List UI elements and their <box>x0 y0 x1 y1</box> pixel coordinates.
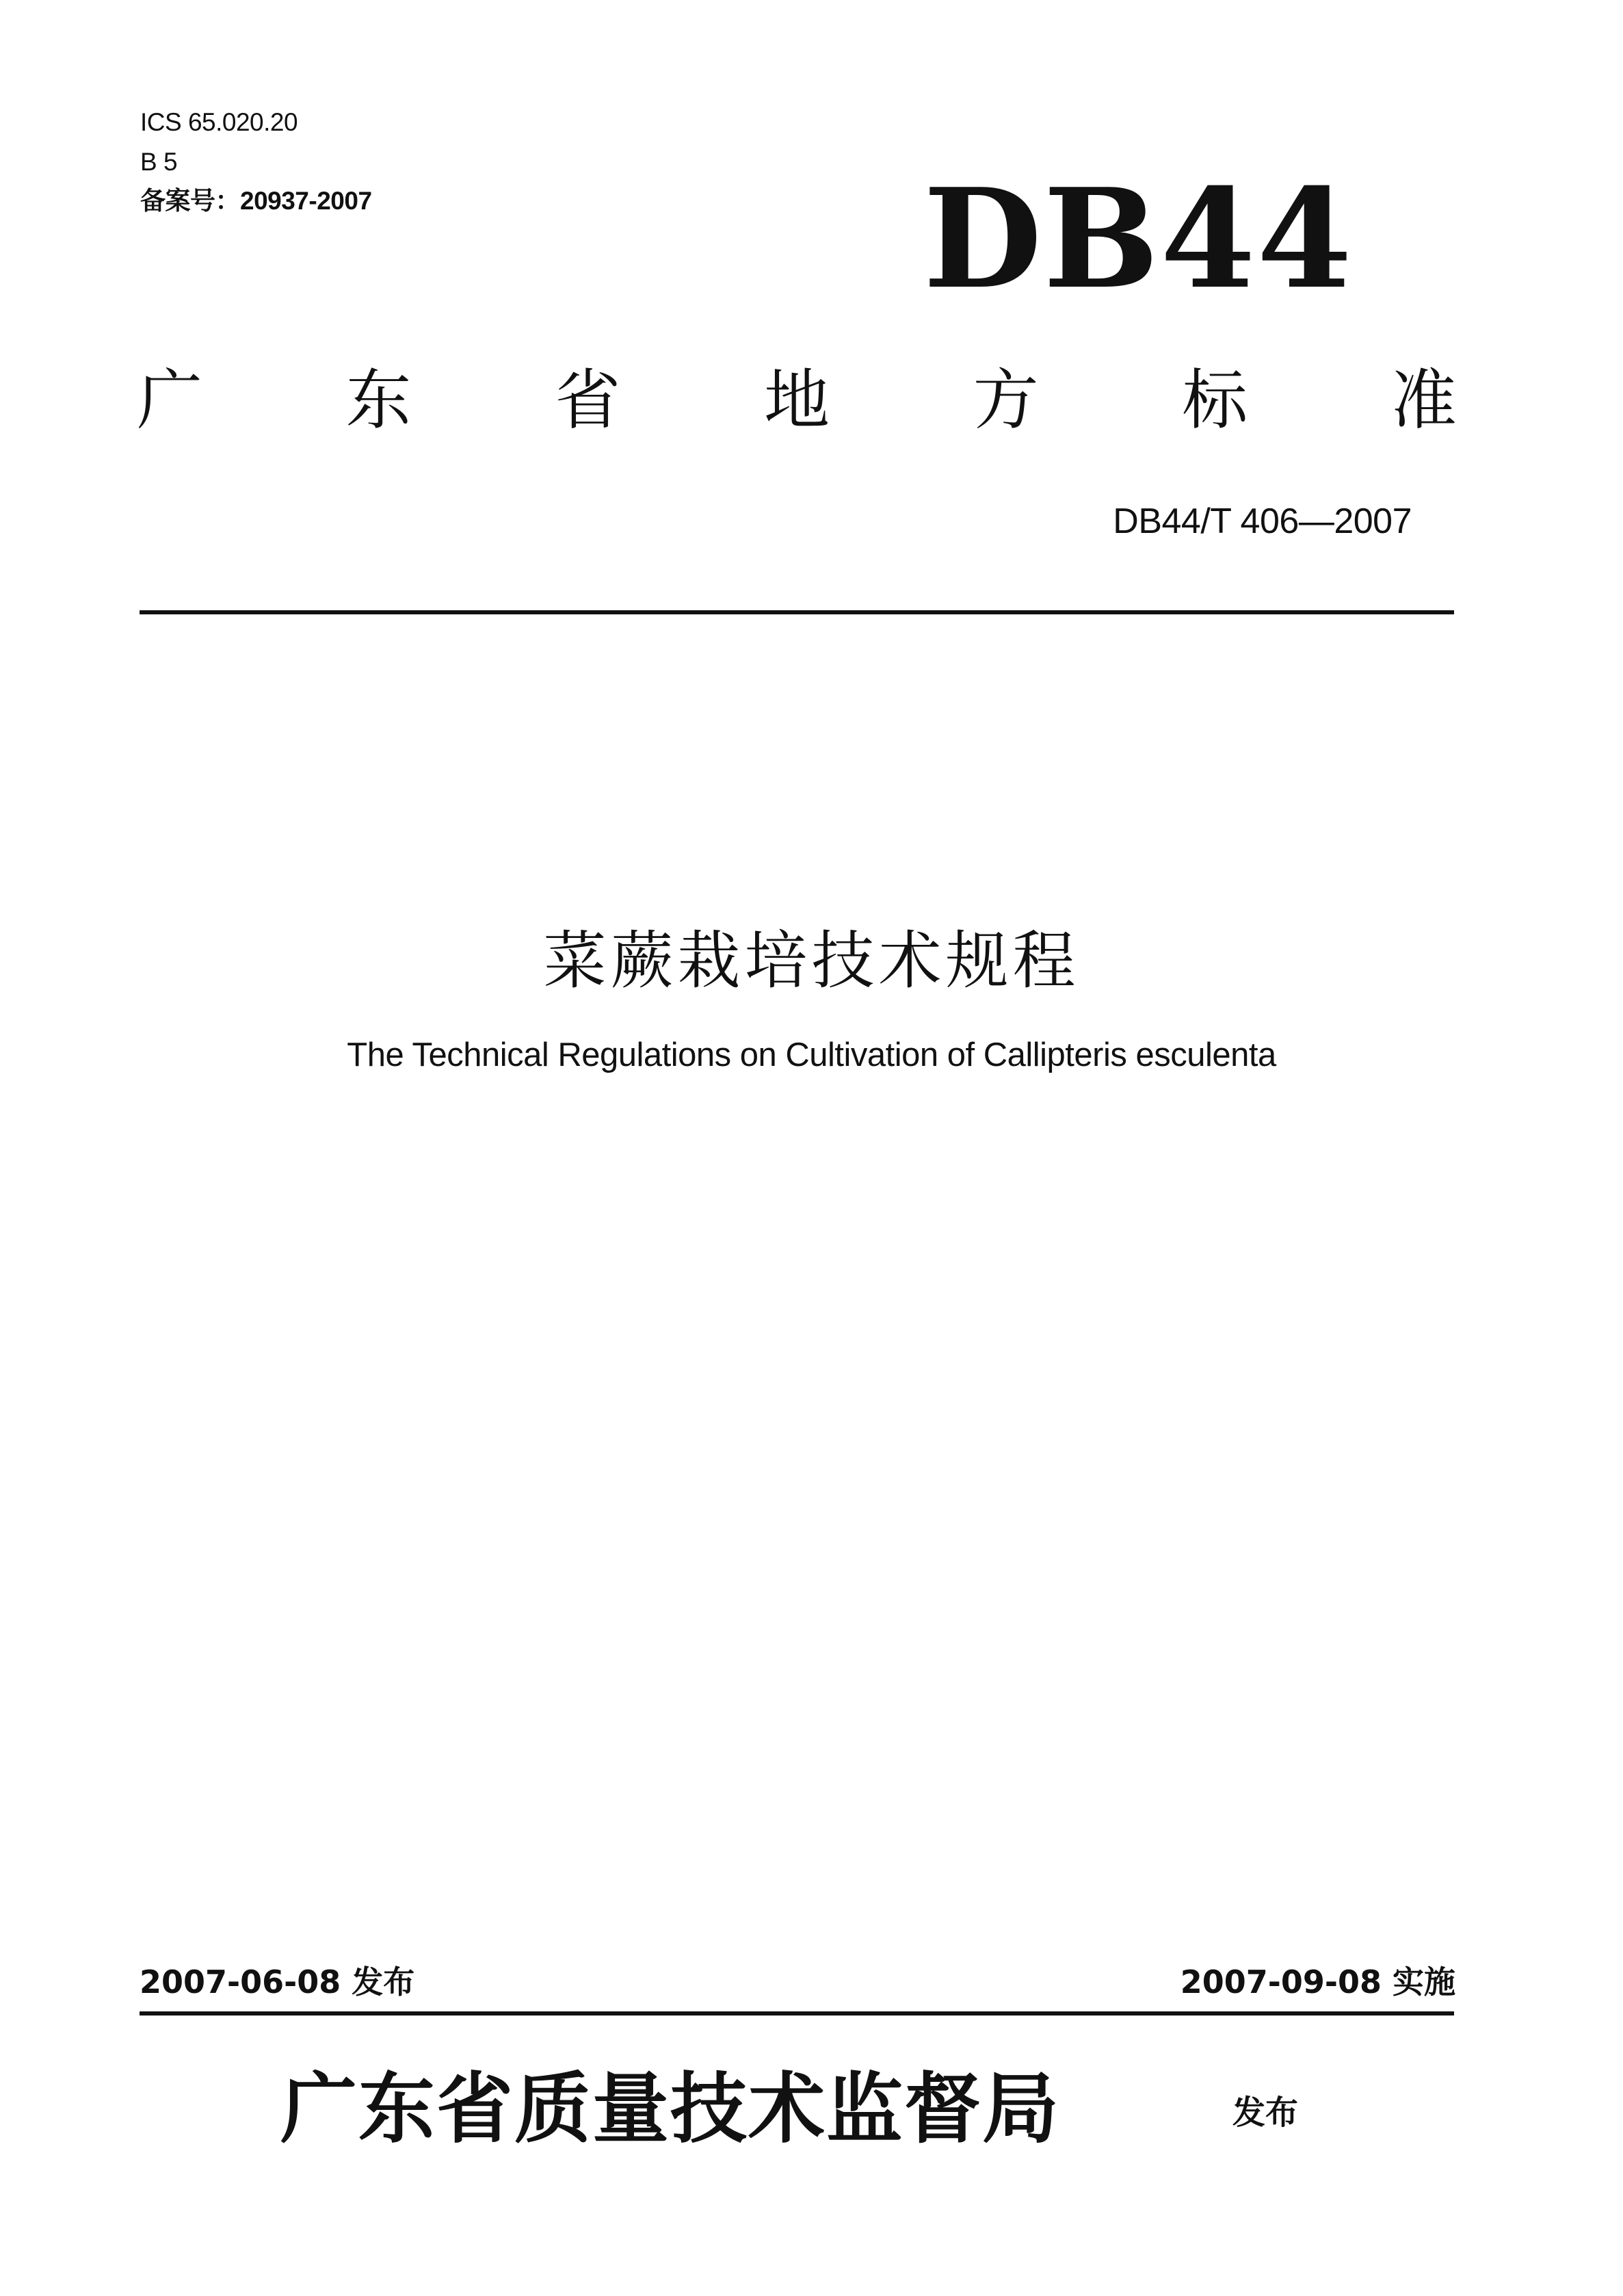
standard-type-heading <box>137 363 1457 438</box>
standard-type-char: 标 <box>1182 362 1248 439</box>
top-divider <box>140 610 1454 614</box>
issuing-action: 发布 <box>1232 2093 1299 2132</box>
standard-type-char: 准 <box>1390 362 1457 439</box>
record-number: 备案号：20937-2007 <box>140 187 372 215</box>
standard-type-char: 省 <box>555 362 621 439</box>
standard-mark: DB44 <box>923 159 1354 319</box>
standard-type-char: 东 <box>345 362 412 439</box>
title-chinese: 菜蕨栽培技术规程 <box>543 924 1080 997</box>
issuing-authority: 广东省质量技术监督局 <box>280 2064 1060 2154</box>
implementation-date: 2007-09-08 实施 <box>1180 1964 1455 2000</box>
standard-type-char: 广 <box>137 362 202 439</box>
standard-number: DB44/T 406—2007 <box>1113 501 1412 541</box>
standard-type-char: 方 <box>973 362 1039 439</box>
issue-date: 2007-06-08 发布 <box>140 1964 415 2000</box>
ccs-code: B 5 <box>140 148 178 176</box>
title-english: The Technical Regulations on Cultivation of Callipteris esculenta <box>347 1036 1276 1073</box>
ics-code: ICS 65.020.20 <box>140 108 298 136</box>
bottom-divider <box>140 2011 1454 2015</box>
standard-type-char: 地 <box>763 362 830 439</box>
